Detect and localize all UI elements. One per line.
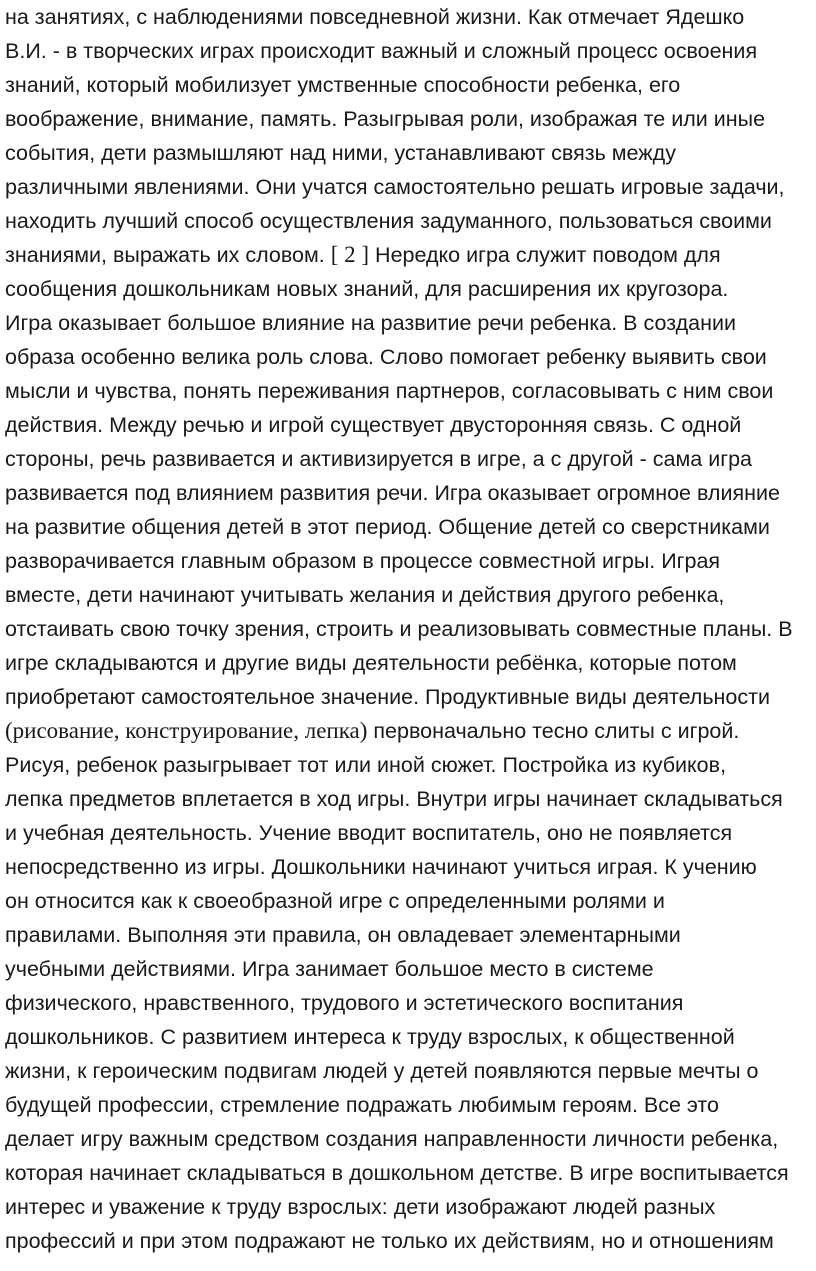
text-line: которая начинает складываться в дошкольном детстве. В игре воспитывается: [5, 1161, 789, 1185]
text-line: интерес и уважение к труду взрослых: дети изображают людей разных: [5, 1195, 716, 1219]
text-line: развивается под влиянием развития речи. Игра оказывает огромное влияние: [5, 481, 780, 505]
text-line: действия. Между речью и игрой существует двусторонняя связь. С одной: [5, 413, 742, 437]
document-page: [5, 0, 816, 1271]
text-line: разворачивается главным образом в процессе совместной игры. Играя: [5, 549, 721, 573]
text-line: правилами. Выполняя эти правила, он овладевает элементарными: [5, 923, 681, 947]
text-line: непосредственно из игры. Дошкольники начинают учиться играя. К учению: [5, 855, 757, 879]
text-line: сообщения дошкольникам новых знаний, для расширения их кругозора.: [5, 277, 729, 301]
text-line: делает игру важным средством создания направленности личности ребенка,: [5, 1127, 779, 1151]
text-line: отстаивать свою точку зрения, строить и реализовывать совместные планы. В: [5, 617, 793, 641]
text-line: дошкольников. С развитием интереса к труду взрослых, к общественной: [5, 1025, 735, 1049]
citation-reference: [ 2 ]: [330, 242, 370, 267]
text-line: на развитие общения детей в этот период. Общение детей со сверстниками: [5, 515, 770, 539]
text-segment: (рисование, конструирование, лепка): [5, 718, 368, 743]
text-line: стороны, речь развивается и активизируется в игре, а с другой - сама игра: [5, 447, 752, 471]
text-line: воображение, внимание, память. Разыгрывая роли, изображая те или иные: [5, 107, 766, 131]
text-line: [5, 714, 739, 748]
text-line: жизни, к героическим подвигам людей у детей появляются первые мечты о: [5, 1059, 759, 1083]
text-line: учебными действиями. Игра занимает большое место в системе: [5, 957, 654, 981]
text-line: профессий и при этом подражают не только их действиям, но и отношениям: [5, 1229, 774, 1253]
text-line: находить лучший способ осуществления задуманного, пользоваться своими: [5, 209, 772, 233]
text-line: вместе, дети начинают учитывать желания и действия другого ребенка,: [5, 583, 725, 607]
text-segment: первоначально тесно слиты с игрой.: [373, 719, 740, 743]
text-line: различными явлениями. Они учатся самостоятельно решать игровые задачи,: [5, 175, 785, 199]
text-line: на занятиях, с наблюдениями повседневной жизни. Как отмечает Ядешко: [5, 5, 745, 29]
text-line: образа особенно велика роль слова. Слово помогает ребенку выявить свои: [5, 345, 767, 369]
text-segment: знаниями, выражать их словом.: [5, 243, 325, 267]
text-line: он относится как к своеобразной игре с определенными ролями и: [5, 889, 665, 913]
text-line: Рисуя, ребенок разыгрывает тот или иной сюжет. Постройка из кубиков,: [5, 753, 727, 777]
text-line: события, дети размышляют над ними, устанавливают связь между: [5, 141, 676, 165]
text-line: [5, 238, 721, 272]
text-line: знаний, который мобилизует умственные способности ребенка, его: [5, 73, 681, 97]
text-line: и учебная деятельность. Учение вводит воспитатель, оно не появляется: [5, 821, 733, 845]
text-line: будущей профессии, стремление подражать любимым героям. Все это: [5, 1093, 719, 1117]
text-line: лепка предметов вплетается в ход игры. Внутри игры начинает складываться: [5, 787, 783, 811]
text-line: игре складываются и другие виды деятельности ребёнка, которые потом: [5, 651, 737, 675]
text-line: приобретают самостоятельное значение. Продуктивные виды деятельности: [5, 685, 770, 709]
text-line: Игра оказывает большое влияние на развитие речи ребенка. В создании: [5, 311, 736, 335]
text-line: мысли и чувства, понять переживания партнеров, согласовывать с ним свои: [5, 379, 774, 403]
text-line: В.И. - в творческих играх происходит важный и сложный процесс освоения: [5, 39, 758, 63]
text-line: физического, нравственного, трудового и эстетического воспитания: [5, 991, 684, 1015]
text-segment: Нередко игра служит поводом для: [375, 243, 721, 267]
